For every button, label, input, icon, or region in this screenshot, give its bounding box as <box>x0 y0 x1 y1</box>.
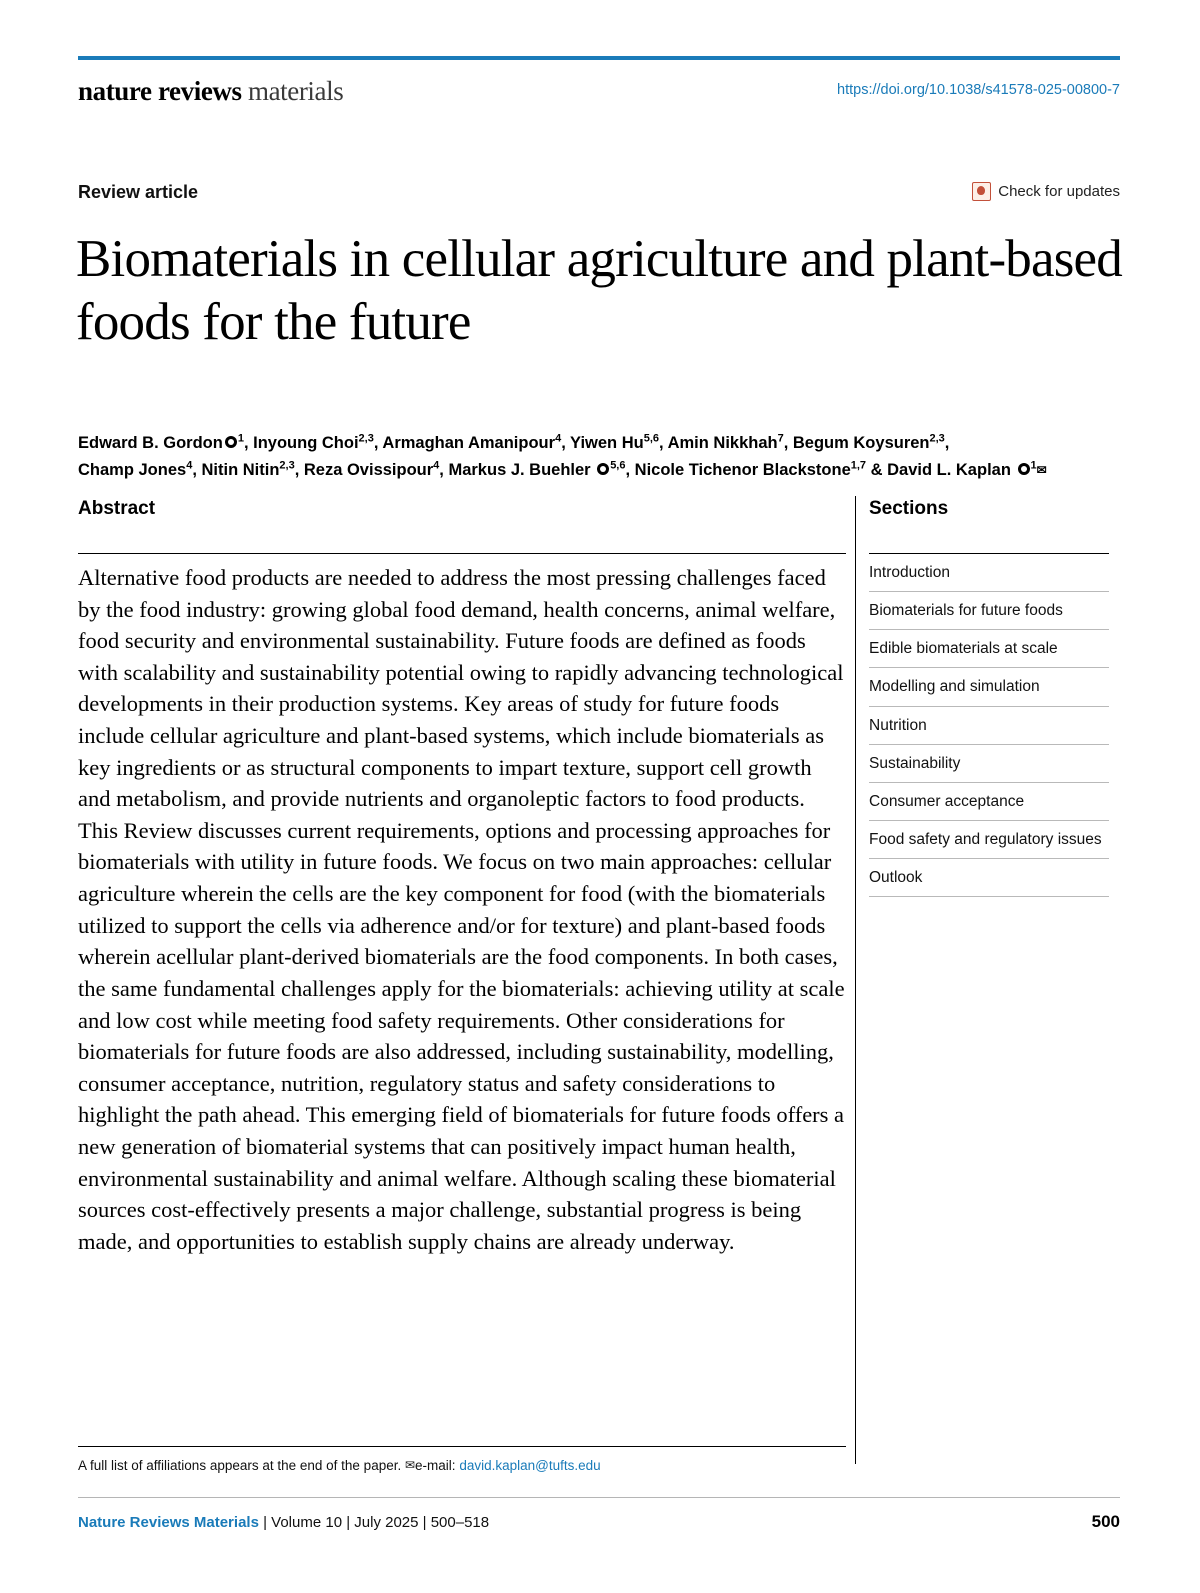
affiliation-note <box>78 1458 858 1473</box>
orcid-icon[interactable] <box>597 463 609 475</box>
footer-meta: | Volume 10 | July 2025 | 500–518 <box>258 1514 490 1531</box>
abstract-heading: Abstract <box>78 498 156 519</box>
email-label: e-mail: <box>415 1458 456 1473</box>
section-link-2[interactable]: Biomaterials for future foods <box>869 591 1109 629</box>
section-link-4[interactable]: Modelling and simulation <box>869 667 1109 705</box>
email-link[interactable]: david.kaplan@tufts.edu <box>459 1458 601 1473</box>
page-title: Biomaterials in cellular agriculture and plant-based foods for the future <box>76 230 1122 351</box>
section-link-6[interactable]: Sustainability <box>869 744 1109 782</box>
footer-rule <box>78 1497 1120 1498</box>
doi-link[interactable]: https://doi.org/10.1038/s41578-025-00800-7 <box>837 82 1120 98</box>
author-list <box>78 430 1126 483</box>
section-link-8[interactable]: Food safety and regulatory issues <box>869 820 1109 858</box>
check-for-updates[interactable] <box>972 182 1120 201</box>
check-for-updates-label: Check for updates <box>998 183 1120 200</box>
section-link-3[interactable]: Edible biomaterials at scale <box>869 629 1109 667</box>
orcid-icon[interactable] <box>1018 463 1030 475</box>
orcid-icon[interactable] <box>225 436 237 448</box>
affiliation-rule <box>78 1446 846 1447</box>
author-line-1: Edward B. Gordon $^1$, Inyoung Choi$^{2,3}$, Armaghan Amanipour$^4$, Yiwen Hu$^{5,6}$, Amin Nikkhah$^7$, Begum Koysuren$^{2,3}$, <box>78 432 950 452</box>
section-link-7[interactable]: Consumer acceptance <box>869 782 1109 820</box>
abstract-rule <box>78 553 846 554</box>
section-link-9[interactable]: Outlook <box>869 858 1109 896</box>
author-line-2: Champ Jones$^4$, Nitin Nitin$^{2,3}$, Reza Ovissipour$^4$, Markus J. Buehler $^{5,6}$, Nicole Tichenor Blackstone$^{1,7}$ & David L. Kaplan $^1$✉ <box>78 459 1047 479</box>
sections-heading: Sections <box>869 498 949 519</box>
column-divider <box>855 496 856 1464</box>
sections-list <box>869 553 1109 897</box>
sections-bottom-rule <box>869 896 1109 897</box>
footer-citation <box>78 1514 489 1531</box>
affiliation-text: A full list of affiliations appears at the end of the paper. <box>78 1458 402 1473</box>
top-accent-rule <box>78 56 1120 60</box>
footer-journal[interactable]: Nature Reviews Materials <box>78 1514 259 1531</box>
section-link-1[interactable]: Introduction <box>869 553 1109 591</box>
envelope-icon: ✉ <box>404 1458 416 1472</box>
page-footer <box>78 1512 1120 1532</box>
crossmark-icon <box>972 182 991 201</box>
article-type-label: Review article <box>78 182 199 202</box>
masthead-bold: nature reviews <box>78 76 242 106</box>
journal-masthead <box>78 76 718 107</box>
page-number: 500 <box>1091 1512 1120 1531</box>
section-link-5[interactable]: Nutrition <box>869 706 1109 744</box>
abstract-text: Alternative food products are needed to address the most pressing challenges faced by the food industry: growing global food demand, health concerns, animal welfare, food security and environmental sustainability. Future foods are defined as foods with scalability and sustainability potential owing to rapidly advancing technological developments in their production systems. Key areas of study for future foods include cellular agriculture and plant-based systems, which include biomaterials as key ingredients or as structural components to impart texture, support cell growth and metabolism, and provide nutrients and organoleptic factors to food products. This Review discusses current requirements, options and processing approaches for biomaterials with utility in future foods. We focus on two main approaches: cellular agriculture wherein the cells are the key component for food (with the biomaterials utilized to support the cells via adherence and/or for texture) and plant-based foods wherein acellular plant-derived biomaterials are the food components. In both cases, the same fundamental challenges apply for the biomaterials: achieving utility at scale and low cost while meeting food safety requirements. Other considerations for biomaterials for future foods are also addressed, including sustainability, modelling, consumer acceptance, nutrition, regulatory status and safety considerations to highlight the path ahead. This emerging field of biomaterials for future foods offers a new generation of biomaterial systems that can positively impact human health, environmental sustainability and animal welfare. Although scaling these biomaterial sources cost-effectively presents a major challenge, substantial progress is being made, and opportunities to establish supply chains are already underway. <box>78 565 845 1254</box>
masthead-light: materials <box>241 76 344 106</box>
